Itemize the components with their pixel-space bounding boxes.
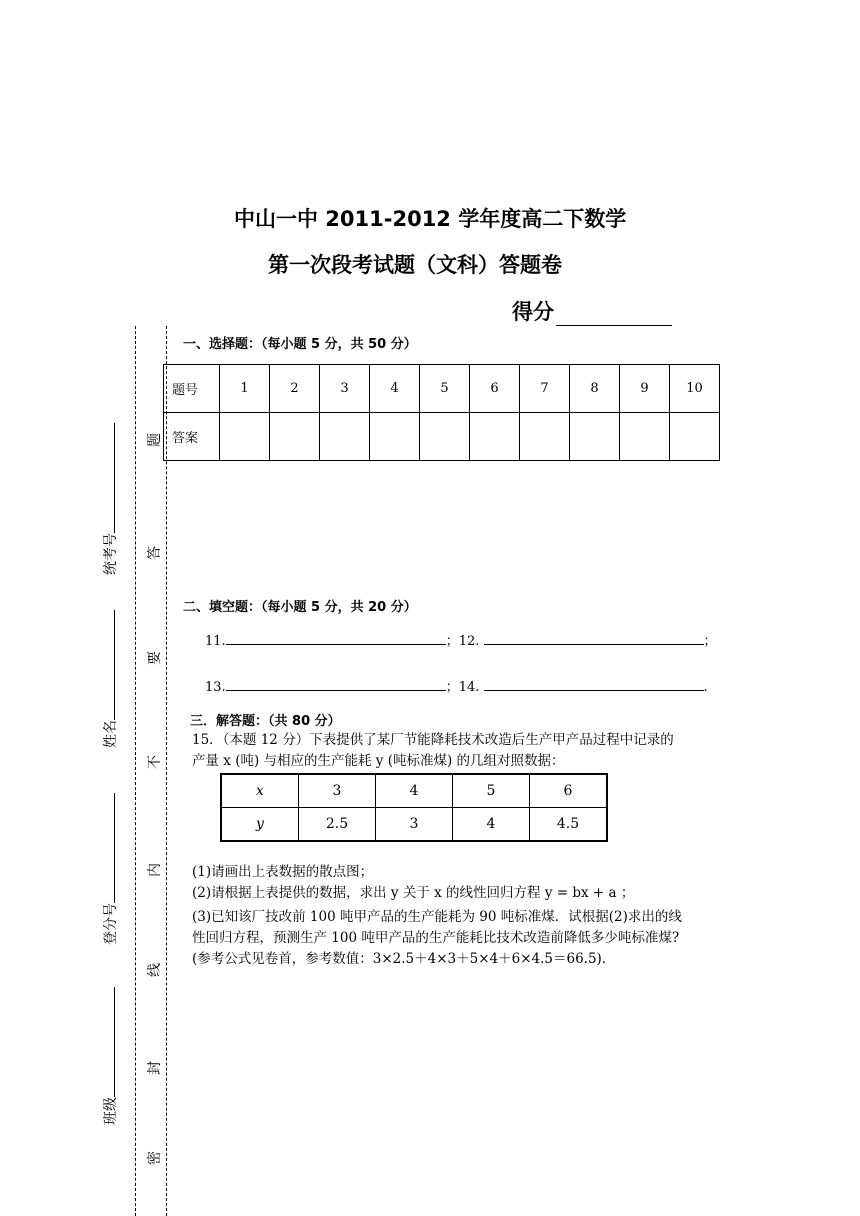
blank-label-11: 11. [205, 634, 226, 649]
question-number: 7 [520, 365, 570, 413]
x-value: 3 [299, 774, 376, 808]
blank-end-12: ； [703, 634, 717, 649]
register-number-field[interactable] [100, 793, 120, 945]
answer-cell[interactable] [420, 413, 470, 461]
part-3-line-2: 性回归方程，预测生产 100 吨甲产品的生产能耗比技术改造前降低多少吨标准煤? [192, 930, 680, 946]
question-15-parts [192, 862, 732, 970]
fill-row-1 [205, 630, 717, 649]
answer-cell[interactable] [570, 413, 620, 461]
seal-char: 线 [147, 963, 163, 977]
question-number: 8 [570, 365, 620, 413]
name-blank[interactable] [102, 610, 115, 720]
name-label: 姓名 [103, 720, 119, 748]
class-field[interactable] [100, 987, 120, 1125]
blank-label-14: ；14. [445, 680, 480, 695]
question-number: 4 [370, 365, 420, 413]
answer-cell[interactable] [620, 413, 670, 461]
x-value: 6 [530, 774, 608, 808]
y-value: 2.5 [299, 808, 376, 842]
score-field[interactable] [512, 296, 672, 326]
binding-line-outer [135, 326, 136, 1216]
blank-end-14: . [703, 680, 708, 695]
table-row [221, 774, 607, 808]
answer-header: 答案 [164, 413, 220, 461]
answer-cell[interactable] [370, 413, 420, 461]
exam-number-blank[interactable] [102, 423, 115, 533]
table-row [221, 808, 607, 842]
exam-number-field[interactable] [100, 423, 120, 575]
y-header: y [221, 808, 299, 842]
seal-char: 要 [147, 651, 163, 665]
x-value: 5 [453, 774, 530, 808]
answer-cell[interactable] [470, 413, 520, 461]
fill-row-2 [205, 676, 708, 695]
section1-heading: 一、选择题：（每小题 5 分，共 50 分） [183, 337, 417, 352]
question-number: 1 [220, 365, 270, 413]
answer-grid [163, 364, 720, 461]
y-value: 4.5 [530, 808, 608, 842]
x-header: x [221, 774, 299, 808]
class-label: 班级 [103, 1097, 119, 1125]
title-line-1: 中山一中 2011-2012 学年度高二下数学 [234, 207, 627, 231]
answer-cell[interactable] [220, 413, 270, 461]
seal-char: 内 [147, 863, 163, 877]
score-label: 得分 [512, 300, 554, 324]
answer-cell[interactable] [320, 413, 370, 461]
class-blank[interactable] [102, 987, 115, 1097]
question-15-line-1: 15．（本题 12 分）下表提供了某厂节能降耗技术改造后生产甲产品过程中记录的 [192, 732, 674, 748]
data-table [220, 773, 608, 842]
question-number: 5 [420, 365, 470, 413]
section2-heading: 二、填空题：（每小题 5 分，共 20 分） [183, 600, 417, 615]
seal-char: 封 [147, 1061, 163, 1075]
exam-number-label: 统考号 [103, 533, 119, 575]
part-3-line-3: (参考公式见卷首，参考数值：3×2.5＋4×3＋5×4＋6×4.5＝66.5)． [192, 951, 616, 967]
title-line-2: 第一次段考试题（文科）答题卷 [268, 253, 562, 277]
register-number-blank[interactable] [102, 793, 115, 903]
answer-cell[interactable] [520, 413, 570, 461]
y-value: 4 [453, 808, 530, 842]
answer-cell[interactable] [670, 413, 720, 461]
answer-blank-14[interactable] [484, 678, 704, 691]
score-blank[interactable] [556, 305, 672, 326]
question-number-header: 题号 [164, 365, 220, 413]
x-value: 4 [376, 774, 453, 808]
question-number: 10 [670, 365, 720, 413]
seal-char: 答 [147, 546, 163, 560]
question-number: 6 [470, 365, 520, 413]
section3-heading: 三．解答题：（共 80 分） [190, 714, 341, 729]
question-number: 2 [270, 365, 320, 413]
seal-char: 密 [147, 1151, 163, 1165]
part-2: (2)请根据上表提供的数据，求出 y 关于 x 的线性回归方程 y = bx + a ； [192, 885, 635, 901]
question-number-row [164, 365, 720, 413]
question-15-stem [192, 730, 728, 772]
answer-blank-13[interactable] [226, 678, 446, 691]
part-3-line-1: (3)已知该厂技改前 100 吨甲产品的生产能耗为 90 吨标准煤．试根据(2)求出的线 [192, 909, 682, 925]
answer-blank-12[interactable] [484, 632, 704, 645]
register-number-label: 登分号 [103, 903, 119, 945]
question-number: 3 [320, 365, 370, 413]
answer-blank-11[interactable] [226, 632, 446, 645]
name-field[interactable] [100, 610, 120, 748]
question-15-line-2: 产量 x (吨) 与相应的生产能耗 y (吨标准煤) 的几组对照数据： [192, 753, 565, 769]
blank-label-13: 13. [205, 680, 226, 695]
blank-label-12: ；12. [445, 634, 480, 649]
seal-char: 不 [147, 755, 163, 769]
seal-char: 题 [147, 433, 163, 447]
part-1: (1)请画出上表数据的散点图； [192, 864, 374, 880]
answer-row [164, 413, 720, 461]
question-number: 9 [620, 365, 670, 413]
answer-cell[interactable] [270, 413, 320, 461]
y-value: 3 [376, 808, 453, 842]
